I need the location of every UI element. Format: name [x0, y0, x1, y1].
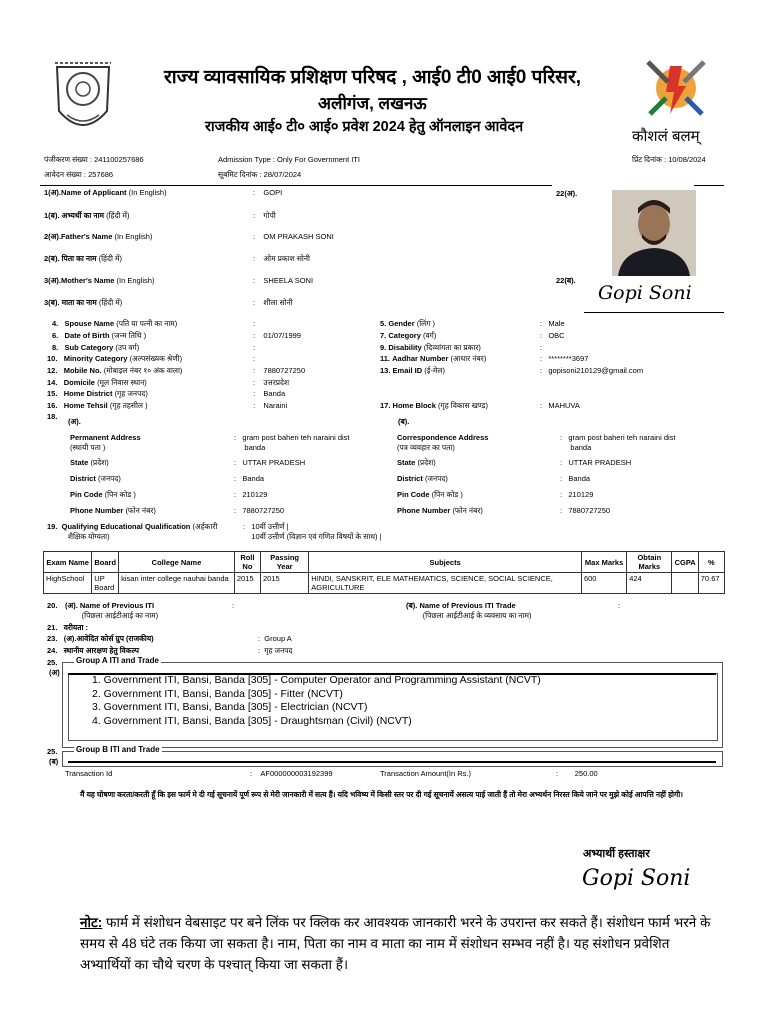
- home-district-value: Banda: [263, 389, 286, 398]
- father-name-hi-value: ओम प्रकाश सोनी: [263, 254, 310, 263]
- corr-phone-label-hi: (फोन नंबर): [452, 506, 483, 515]
- detail-num: 16.: [47, 401, 58, 410]
- home-district-label: Home District: [63, 389, 113, 398]
- spouse-label: Spouse Name: [64, 319, 115, 328]
- signature-top: Gopi Soni: [598, 282, 692, 304]
- cell-passing-year: 2015: [260, 573, 308, 594]
- father-name-hi-suffix: (हिंदी में): [96, 254, 122, 263]
- category-label-hi: (वर्ग): [422, 331, 437, 340]
- col-board: Board: [92, 552, 119, 573]
- dob-label: Date of Birth: [64, 331, 110, 340]
- detail-num: 12.: [47, 366, 58, 375]
- email-label: Email ID: [392, 366, 423, 375]
- father-name-en-label: 2(अ).Father's Name: [44, 232, 113, 241]
- gender-label: Gender: [388, 319, 415, 328]
- perm-phone-label-hi: (फोन नंबर): [125, 506, 156, 515]
- detail-num: 6.: [52, 331, 59, 340]
- submit-date: सूबमिट दिनांक : 28/07/2024: [218, 170, 302, 179]
- detail-num: 15.: [47, 389, 58, 398]
- perm-district-label: District: [70, 474, 96, 483]
- corr-district-value: Banda: [568, 474, 591, 483]
- qualification-label-hi2: शैक्षिक योग्यता): [67, 532, 110, 541]
- misc-num: 21.: [47, 623, 58, 632]
- note-body: फार्म में संशोधन वेबसाइट पर बने लिंक पर क्लिक कर आवश्यक जानकारी भरने के उपरान्त कर सकते हैं। संशोधन फार्म भरने के समय से 48 घंटे तक किया जा सकता है। नाम, पिता का नाम व माता का नाम में संशोधन सम्भव नहीं है। यह संशोधन प्रवेशित अभ्यार्थियों का चौथे चरण के पश्चात् किया जा सकता हैं।: [80, 915, 711, 972]
- detail-num: 5.: [380, 319, 387, 328]
- applicant-name-hi-label: 1(ब). अभ्यर्थी का नाम: [44, 211, 105, 220]
- detail-num: 11.: [380, 354, 391, 363]
- mother-name-hi-suffix: (हिंदी में): [96, 298, 123, 307]
- corr-phone-value: 7880727250: [568, 506, 611, 515]
- disability-label-hi: (दिव्यांगता का प्रकार): [423, 343, 481, 352]
- corr-state-value: UTTAR PRADESH: [568, 458, 632, 467]
- gender-label-hi: (लिंग ): [416, 319, 436, 328]
- domicile-label: Domicile: [63, 378, 95, 387]
- list-item: 2. Government ITI, Bansi, Banda [305] - Fitter (NCVT): [92, 687, 343, 700]
- council-emblem-logo: [47, 55, 119, 139]
- corr-address-value-line2: banda: [570, 443, 592, 452]
- registration-number: पंजीकरण संख्या : 241100257686: [44, 155, 144, 164]
- cell-obtain-marks: 424: [627, 573, 672, 594]
- list-item: 4. Government ITI, Bansi, Banda [305] - Draughtsman (Civil) (NCVT): [92, 714, 412, 727]
- print-date: प्रिंट दिनांक : 10/08/2024: [632, 155, 706, 164]
- misc-num: 24.: [47, 646, 58, 655]
- group-b-num: 25.: [47, 747, 58, 756]
- domicile-value: उत्तरप्रदेश: [263, 378, 290, 387]
- motto-text: कौशलं बलम्: [632, 128, 700, 145]
- perm-pin-value: 210129: [242, 490, 268, 499]
- perm-state-label: State: [70, 458, 89, 467]
- applicant-photo: [612, 190, 696, 276]
- gender-value: Male: [548, 319, 565, 328]
- detail-num: 10.: [47, 354, 58, 363]
- perm-address-value-line2: banda: [244, 443, 266, 452]
- note-text: [80, 912, 720, 975]
- perm-state-label-hi: (प्रदेश): [90, 458, 109, 467]
- category-label: Category: [388, 331, 421, 340]
- perm-phone-label: Phone Number: [70, 506, 124, 515]
- corr-district-label: District: [397, 474, 423, 483]
- note-prefix: नोट:: [80, 915, 103, 930]
- applicant-name-en-label: 1(अ).Name of Applicant: [44, 188, 127, 197]
- cell-max-marks: 600: [581, 573, 626, 594]
- perm-phone-value: 7880727250: [242, 506, 285, 515]
- home-block-value: MAHUVA: [548, 401, 580, 410]
- mother-name-hi-label: 3(ब). माता का नाम: [44, 298, 97, 307]
- perm-district-label-hi: (जनपद): [97, 474, 121, 483]
- col-passing-year: Passing Year: [260, 552, 308, 573]
- aadhar-value: ********3697: [548, 354, 589, 363]
- page-title: राज्य व्यावसायिक प्रशिक्षण परिषद , आई0 टी0 आई0 परिसर,: [164, 67, 582, 88]
- qualification-num: 19.: [47, 522, 58, 531]
- transaction-id-value: AF000000003192399: [260, 769, 333, 778]
- prev-iti-name-label-hi: (पिछला आईटीआई का नाम): [81, 611, 159, 620]
- local-reservation-value: गृह जनपद: [264, 646, 293, 655]
- mother-name-hi-value: शीला सोनी: [263, 298, 293, 307]
- course-group-value: Group A: [264, 634, 292, 643]
- qualification-value2: 10वीं उत्तीर्ण (विज्ञान एवं गणित विषयों के साथ) |: [251, 532, 382, 541]
- page-subtitle-city: अलीगंज, लखनऊ: [318, 94, 427, 113]
- dob-label-hi: (जन्म तिथि ): [111, 331, 147, 340]
- group-a-sub: (अ): [49, 668, 60, 677]
- minority-label: Minority Category: [63, 354, 128, 363]
- detail-num: 9.: [380, 343, 387, 352]
- corr-pin-label: Pin Code: [397, 490, 430, 499]
- group-a-num: 25.: [47, 658, 58, 667]
- detail-num: 4.: [52, 319, 59, 328]
- education-table: [43, 551, 725, 594]
- cell-college: kisan inter college nauhai banda: [119, 573, 235, 594]
- kaushal-tools-logo: [640, 52, 712, 124]
- dob-value: 01/07/1999: [263, 331, 301, 340]
- perm-address-label: Permanent Address: [70, 433, 141, 442]
- local-reservation-label: स्थानीय आरक्षण हेतु विकल्प: [63, 646, 140, 655]
- qualification-label-hi1: (अर्हकारी: [192, 522, 218, 531]
- header-divider-right: [694, 185, 724, 186]
- course-group-label: (अ).आवेदित कोर्स ग्रुप (राजकीय): [63, 634, 154, 643]
- father-name-hi-label: 2(ब). पिता का नाम: [44, 254, 97, 263]
- cell-subjects: HINDI, SANSKRIT, ELE MATHEMATICS, SCIENCE, SOCIAL SCIENCE, AGRICULTURE: [309, 573, 582, 594]
- corr-address-label-hi: (पत्र व्यवहार का पता): [397, 443, 455, 452]
- candidate-sign-label: अभ्यार्थी हस्ताक्षर: [583, 848, 650, 860]
- prev-iti-name-label: (अ). Name of Previous ITI: [65, 601, 155, 610]
- header-divider: [40, 185, 552, 186]
- category-value: OBC: [548, 331, 565, 340]
- col-cgpa: CGPA: [672, 552, 698, 573]
- col-roll-no: Roll No: [234, 552, 260, 573]
- detail-num: 17.: [380, 401, 391, 410]
- preference-label: वरीयता :: [63, 623, 89, 632]
- col-percent: %: [698, 552, 724, 573]
- admission-type: Admission Type : Only For Government ITI: [218, 155, 360, 164]
- corr-pin-value: 210129: [568, 490, 594, 499]
- disability-label: Disability: [388, 343, 422, 352]
- group-b-legend: Group B ITI and Trade: [76, 745, 160, 754]
- home-district-label-hi: (गृह जनपद): [114, 389, 148, 398]
- aadhar-label-hi: (आधार नंबर): [450, 354, 487, 363]
- cell-board: UP Board: [92, 573, 119, 594]
- detail-num: 7.: [380, 331, 387, 340]
- domicile-label-hi: (मूल निवास स्थान): [97, 378, 147, 387]
- perm-address-label-hi: (स्थायी पता ): [70, 443, 106, 452]
- table-row: [44, 573, 725, 594]
- email-label-hi: (ई-मेल): [424, 366, 445, 375]
- applicant-name-hi-value: गोपी: [263, 211, 276, 220]
- mobile-value: 7880727250: [263, 366, 306, 375]
- education-header-row: [44, 552, 725, 573]
- corr-state-label: State: [397, 458, 416, 467]
- mother-name-en-suffix: (In English): [114, 276, 155, 285]
- perm-state-value: UTTAR PRADESH: [242, 458, 306, 467]
- mother-name-en-label: 3(अ).Mother's Name: [44, 276, 115, 285]
- corr-pin-label-hi: (पिन कोड ): [431, 490, 463, 499]
- signature-bottom: Gopi Soni: [582, 866, 691, 891]
- perm-address-value: gram post baheri teh naraini dist: [242, 433, 350, 442]
- mother-name-en-value: SHEELA SONI: [263, 276, 314, 285]
- detail-num: 13.: [380, 366, 391, 375]
- address-num: 18.: [47, 412, 58, 421]
- prev-iti-trade-colon: :: [618, 601, 621, 610]
- page-subtitle-form: राजकीय आई० टी० आई० प्रवेश 2024 हेतु ऑनलाइन आवेदन: [205, 119, 524, 135]
- perm-address-head: (अ).: [68, 417, 81, 426]
- subcategory-label-hi: (उप वर्ग): [115, 343, 140, 352]
- cell-cgpa: [672, 573, 698, 594]
- email-value: gopisoni210129@gmail.com: [548, 366, 644, 375]
- subcategory-label: Sub Category: [64, 343, 114, 352]
- mobile-label: Mobile No.: [63, 366, 102, 375]
- home-tehsil-value: Naraini: [263, 401, 288, 410]
- home-tehsil-label-hi: (गृह तहसील ): [109, 401, 148, 410]
- signature-underline: [584, 312, 724, 313]
- photo-label: 22(अ).: [556, 189, 578, 198]
- group-a-legend: Group A ITI and Trade: [76, 656, 159, 665]
- applicant-name-hi-suffix: (हिंदी में): [104, 211, 130, 220]
- spouse-label-hi: (पति या पत्नी का नाम): [116, 319, 178, 328]
- col-exam-name: Exam Name: [44, 552, 92, 573]
- applicant-name-en-suffix: (In English): [126, 188, 167, 197]
- prev-iti-name-colon: :: [232, 601, 235, 610]
- prev-iti-trade-label-hi: (पिछला आईटीआई के व्यवसाय का नाम): [422, 611, 532, 620]
- list-item: 1. Government ITI, Bansi, Banda [305] - Computer Operator and Programming Assistant (NCVT): [92, 674, 541, 686]
- minority-label-hi: (अल्पसंख्यक श्रेणी): [129, 354, 183, 363]
- prev-iti-trade-label: (ब). Name of Previous ITI Trade: [406, 601, 516, 610]
- cell-percent: 70.67: [698, 573, 724, 594]
- group-b-rule: [68, 761, 716, 763]
- detail-num: 14.: [47, 378, 58, 387]
- application-number: आवेदन संख्या : 257686: [44, 170, 114, 179]
- group-b-sub: (ब): [49, 757, 59, 766]
- aadhar-label: Aadhar Number: [392, 354, 449, 363]
- corr-address-label: Correspondence Address: [397, 433, 489, 442]
- transaction-amount-value: 250.00: [574, 769, 598, 778]
- perm-district-value: Banda: [242, 474, 265, 483]
- home-block-label-hi: (गृह विकास खण्ड): [437, 401, 488, 410]
- transaction-id-label: Transaction Id: [65, 769, 113, 778]
- qualification-label: Qualifying Educational Qualification: [61, 522, 191, 531]
- home-tehsil-label: Home Tehsil: [63, 401, 108, 410]
- home-block-label: Home Block: [392, 401, 436, 410]
- perm-pin-label: Pin Code: [70, 490, 103, 499]
- corr-address-value: gram post baheri teh naraini dist: [568, 433, 676, 442]
- misc-num: 23.: [47, 634, 58, 643]
- perm-pin-label-hi: (पिन कोड ): [104, 490, 136, 499]
- mobile-label-hi: (मोबाइल नंबर १० अंक वाला): [103, 366, 183, 375]
- prev-iti-num: 20.: [47, 601, 58, 610]
- corr-phone-label: Phone Number: [397, 506, 451, 515]
- col-obtain-marks: Obtain Marks: [627, 552, 672, 573]
- detail-num: 8.: [52, 343, 59, 352]
- list-item: 3. Government ITI, Bansi, Banda [305] - Electrician (NCVT): [92, 701, 368, 713]
- corr-district-label-hi: (जनपद): [424, 474, 448, 483]
- corr-state-label-hi: (प्रदेश): [417, 458, 436, 467]
- qualification-value1: 10वीं उत्तीर्ण |: [251, 522, 289, 531]
- applicant-name-en-value: GOPI: [263, 188, 283, 197]
- col-college: College Name: [119, 552, 235, 573]
- group-a-choices: [92, 674, 541, 728]
- col-subjects: Subjects: [309, 552, 582, 573]
- cell-exam-name: HighSchool: [44, 573, 92, 594]
- col-max-marks: Max Marks: [581, 552, 626, 573]
- signature-label: 22(ब).: [556, 276, 576, 285]
- corr-address-head: (ब).: [398, 417, 410, 426]
- cell-roll-no: 2015: [234, 573, 260, 594]
- declaration-text: मैं यह घोषणा करता/करती हूँ कि इस फार्म मे दी गई सूचनायें पूर्ण रूप से मेरी जानकारी में सत्य हैं। यदि भविष्य में किसी स्तर पर दी गई सूचनायें असत्य पाई जाती हैं तो मेरा अभ्यर्थन निरस्त किये जाने पर मुझे कोई आपत्ति नहीं होगी।: [80, 790, 684, 799]
- transaction-amount-label: Transaction Amount(In Rs.): [380, 769, 472, 778]
- father-name-en-suffix: (In English): [112, 232, 153, 241]
- father-name-en-value: OM PRAKASH SONI: [263, 232, 334, 241]
